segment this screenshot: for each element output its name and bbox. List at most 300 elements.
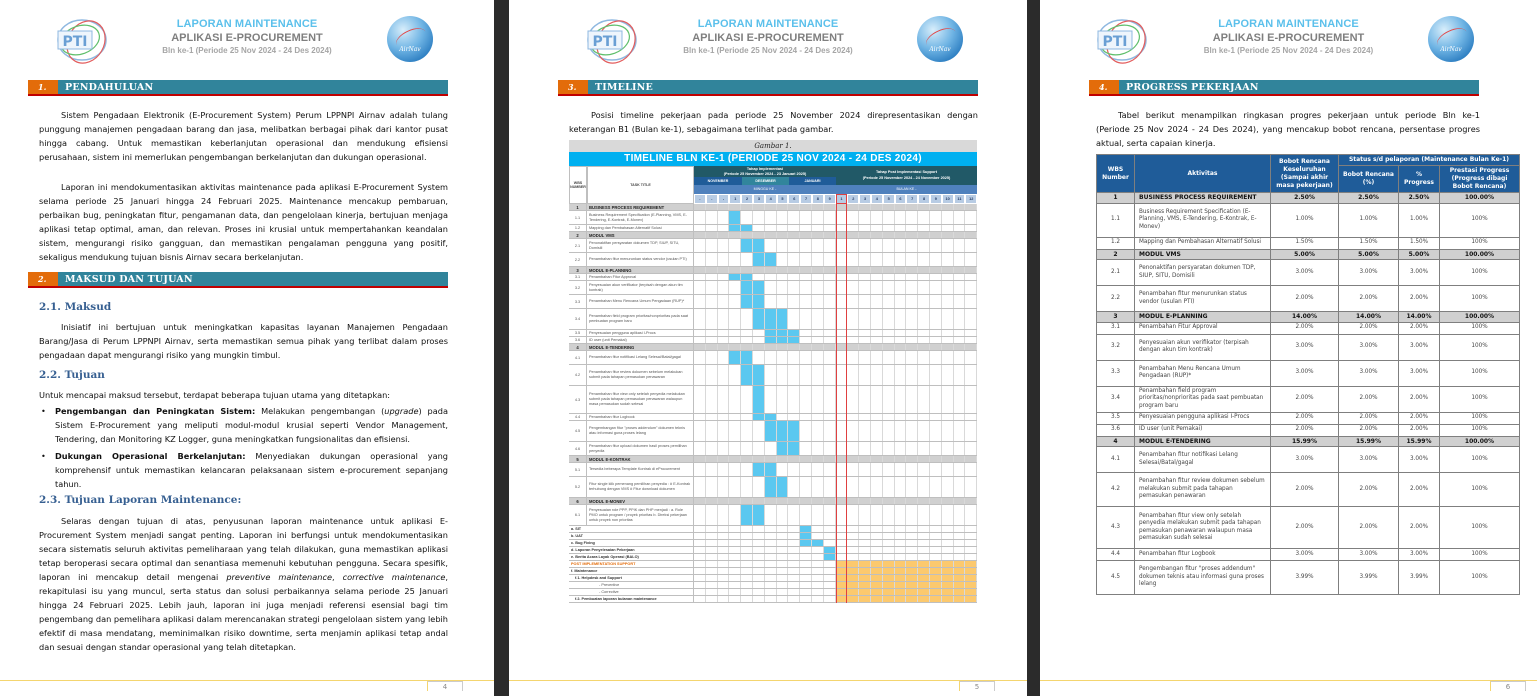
gantt-cell — [824, 456, 836, 462]
gantt-cell — [930, 386, 942, 413]
gantt-cell — [800, 498, 812, 504]
gantt-cell — [753, 337, 765, 343]
cell-wbs: 4.2 — [1097, 473, 1135, 507]
gantt-row — [569, 540, 977, 547]
gantt-cell — [800, 253, 812, 266]
cell-total: 2.00% — [1271, 424, 1339, 436]
document-page-4 — [0, 0, 494, 696]
cell-activity: MODUL VMS — [1135, 249, 1271, 260]
gantt-cell — [812, 309, 824, 329]
gantt-cell — [954, 498, 966, 504]
cell-total: 3.00% — [1271, 549, 1339, 561]
gantt-cell — [729, 554, 741, 560]
gantt-cell — [788, 386, 800, 413]
gantt-cell — [729, 540, 741, 546]
gantt-cell — [800, 589, 812, 595]
cell-bobot: 2.00% — [1339, 507, 1399, 549]
gantt-cell — [859, 463, 871, 476]
table-row — [1097, 436, 1520, 447]
post-support-cell — [906, 568, 918, 574]
gantt-cell — [906, 274, 918, 280]
gantt-cell — [694, 547, 706, 553]
cell-prestasi: 100.00% — [1440, 249, 1520, 260]
cell-activity: Mapping dan Pembahasan Alternatif Solusi — [1135, 237, 1271, 249]
gantt-cell — [871, 281, 883, 294]
gantt-cell — [930, 421, 942, 441]
gantt-cell — [788, 463, 800, 476]
cell-prestasi: 100% — [1440, 203, 1520, 237]
gantt-cell — [883, 365, 895, 385]
gantt-cell — [706, 344, 718, 350]
gantt-cell — [871, 386, 883, 413]
gantt-cell — [706, 561, 718, 567]
post-support-cell — [847, 575, 859, 581]
gantt-task-title: Penambahan fitur upload dokumen hasil proses pemilihan penyedia — [587, 442, 694, 455]
gantt-cell — [942, 309, 954, 329]
cell-total: 2.50% — [1271, 193, 1339, 204]
gantt-cell — [906, 414, 918, 420]
report-period: Bln ke-1 (Periode 25 Nov 2024 - 24 Des 2024) — [683, 46, 853, 55]
gantt-cell — [965, 526, 977, 532]
gantt-cell — [718, 351, 730, 364]
gantt-cell — [918, 533, 930, 539]
gantt-cell — [954, 204, 966, 210]
gantt-cell — [847, 330, 859, 336]
cell-activity: Penambahan field program prioritas/nonprioritas pada saat pembuatan program baru — [1135, 386, 1271, 412]
gantt-cell — [847, 225, 859, 231]
gantt-cell — [741, 554, 753, 560]
gantt-task-title: Penonaktifan persyaratan dokumen TDP, SIUP, SITU, Domisili — [587, 239, 694, 252]
post-support-cell — [918, 568, 930, 574]
cell-prestasi: 100% — [1440, 322, 1520, 334]
gantt-cell — [824, 225, 836, 231]
post-support-cell — [918, 589, 930, 595]
col-wbs-header: WBS NUMBER — [569, 166, 587, 204]
gantt-cell — [930, 505, 942, 525]
table-row — [1097, 447, 1520, 473]
gantt-cell — [859, 456, 871, 462]
month-column-header: 5 — [883, 194, 895, 204]
gantt-cell — [965, 477, 977, 497]
list-item: • Pengembangan dan Peningkatan Sistem: Melakukan pengembangan (upgrade) pada Sistem E-Procurement yang meliputi modul-modul krusial seperti Vendor Management, Tendering, dan Monitoring KZ Logger, guna meningkatkan fungsionalitas dan efisiensi. — [39, 404, 448, 446]
cell-activity: Penambahan Fitur Approval — [1135, 322, 1271, 334]
gantt-cell — [777, 351, 789, 364]
cell-total: 3.00% — [1271, 360, 1339, 386]
gantt-wbs: 5 — [569, 456, 587, 462]
gantt-cell — [883, 463, 895, 476]
gantt-cell — [718, 253, 730, 266]
post-support-cell — [883, 561, 895, 567]
table-row — [1097, 360, 1520, 386]
cell-bobot: 15.99% — [1339, 436, 1399, 447]
gantt-cell — [895, 463, 907, 476]
gantt-cell — [741, 540, 753, 546]
gantt-cell — [706, 596, 718, 602]
gantt-cell — [694, 505, 706, 525]
gantt-cell — [930, 540, 942, 546]
gantt-cell — [741, 596, 753, 602]
gantt-row — [569, 295, 977, 309]
table-row — [1097, 412, 1520, 424]
gantt-cell — [836, 477, 848, 497]
gantt-cell — [883, 204, 895, 210]
post-support-cell — [906, 589, 918, 595]
gantt-cell — [765, 540, 777, 546]
cell-wbs: 4.4 — [1097, 549, 1135, 561]
gantt-cell — [954, 351, 966, 364]
gantt-cell — [729, 526, 741, 532]
gantt-cell — [847, 274, 859, 280]
gantt-cell — [824, 351, 836, 364]
gantt-cell — [753, 456, 765, 462]
cell-progress: 15.99% — [1399, 436, 1440, 447]
gantt-cell — [942, 253, 954, 266]
gantt-task-title: Penyesuaian pengguna aplikasi I-Procs — [587, 330, 694, 336]
gantt-cell — [954, 309, 966, 329]
gantt-bar — [729, 351, 741, 364]
gantt-bar — [788, 442, 800, 455]
gantt-task-title: Tersedia beberapa Template Kontrak di eProcurement — [587, 463, 694, 476]
gantt-cell — [753, 442, 765, 455]
gantt-bar — [753, 505, 765, 525]
gantt-cell — [871, 232, 883, 238]
gantt-task-title: MODUL E-MONEV — [587, 498, 694, 504]
gantt-cell — [965, 547, 977, 553]
gantt-cell — [718, 561, 730, 567]
gantt-cell — [930, 533, 942, 539]
gantt-cell — [847, 547, 859, 553]
gantt-cell — [729, 442, 741, 455]
gantt-cell — [800, 211, 812, 224]
gantt-cell — [954, 540, 966, 546]
gantt-cell — [859, 547, 871, 553]
cell-total: 1.00% — [1271, 203, 1339, 237]
post-support-cell — [954, 568, 966, 574]
cell-wbs: 4 — [1097, 436, 1135, 447]
gantt-cell — [800, 561, 812, 567]
post-support-cell — [836, 568, 848, 574]
gantt-cell — [918, 239, 930, 252]
gantt-cell — [942, 344, 954, 350]
gantt-cell — [836, 274, 848, 280]
gantt-cell — [954, 547, 966, 553]
gantt-cell — [694, 337, 706, 343]
month-november: NOVEMBER — [694, 177, 742, 185]
gantt-cell — [942, 365, 954, 385]
gantt-cell — [942, 267, 954, 273]
cell-prestasi: 100% — [1440, 561, 1520, 595]
th-status-group: Status s/d pelaporan (Maintenance Bulan Ke-1) — [1339, 155, 1520, 166]
gantt-cell — [741, 463, 753, 476]
gantt-cell — [942, 239, 954, 252]
gantt-cell — [729, 309, 741, 329]
gantt-cell — [847, 211, 859, 224]
gantt-cell — [788, 498, 800, 504]
gantt-cell — [800, 337, 812, 343]
gantt-cell — [824, 309, 836, 329]
gantt-cell — [812, 253, 824, 266]
gantt-cell — [954, 232, 966, 238]
gantt-bar — [765, 309, 777, 329]
gantt-cell — [942, 232, 954, 238]
th-progress: % Progress — [1399, 166, 1440, 193]
section-header-progress: 4. PROGRESS PEKERJAAN — [1089, 80, 1479, 96]
cell-wbs: 3 — [1097, 312, 1135, 323]
gantt-cell — [694, 295, 706, 308]
airnav-logo: AirNav — [387, 16, 433, 62]
gantt-row — [569, 498, 977, 505]
gantt-wbs: 4.5 — [569, 421, 587, 441]
gantt-cell — [706, 309, 718, 329]
gantt-cell — [812, 561, 824, 567]
table-row — [1097, 507, 1520, 549]
gantt-cell — [788, 575, 800, 581]
gantt-cell — [777, 253, 789, 266]
gantt-wbs: 5.1 — [569, 463, 587, 476]
gantt-bar — [753, 414, 765, 420]
post-support-cell — [871, 596, 883, 602]
cell-bobot: 1.00% — [1339, 203, 1399, 237]
gantt-cell — [883, 505, 895, 525]
gantt-cell — [883, 414, 895, 420]
gantt-cell — [729, 498, 741, 504]
gantt-cell — [871, 274, 883, 280]
gantt-cell — [741, 533, 753, 539]
cell-total: 15.99% — [1271, 436, 1339, 447]
gantt-cell — [777, 274, 789, 280]
gantt-cell — [788, 568, 800, 574]
gantt-cell — [895, 365, 907, 385]
gantt-bar — [777, 421, 789, 441]
gantt-cell — [765, 267, 777, 273]
cell-prestasi: 100% — [1440, 473, 1520, 507]
gantt-cell — [883, 554, 895, 560]
gantt-cell — [824, 281, 836, 294]
post-support-cell — [847, 589, 859, 595]
gantt-cell — [753, 211, 765, 224]
gantt-cell — [847, 295, 859, 308]
gantt-wbs: 3 — [569, 267, 587, 273]
report-subtitle: APLIKASI E-PROCUREMENT — [1212, 32, 1365, 44]
gantt-cell — [965, 442, 977, 455]
report-period: Bln ke-1 (Periode 25 Nov 2024 - 24 Des 2024) — [162, 46, 332, 55]
gantt-cell — [694, 582, 706, 588]
gantt-cell — [718, 281, 730, 294]
gantt-cell — [729, 365, 741, 385]
gantt-cell — [942, 414, 954, 420]
gantt-cell — [883, 540, 895, 546]
cell-progress: 1.50% — [1399, 237, 1440, 249]
gantt-cell — [753, 582, 765, 588]
gantt-bar — [788, 421, 800, 441]
gantt-cell — [765, 386, 777, 413]
gantt-cell — [824, 540, 836, 546]
gantt-cell — [765, 365, 777, 385]
post-support-cell — [883, 575, 895, 581]
gantt-cell — [765, 596, 777, 602]
gantt-cell — [906, 351, 918, 364]
gantt-cell — [954, 253, 966, 266]
gantt-cell — [859, 442, 871, 455]
gantt-cell — [847, 456, 859, 462]
report-subtitle: APLIKASI E-PROCUREMENT — [171, 32, 323, 44]
gantt-cell — [741, 204, 753, 210]
gantt-cell — [895, 505, 907, 525]
gantt-cell — [706, 554, 718, 560]
gantt-cell — [824, 295, 836, 308]
gantt-task-title: Pengembangan fitur "proses addendum" dokumen teknis atau informasi guna proses lelang — [587, 421, 694, 441]
gantt-cell — [847, 281, 859, 294]
post-support-cell — [871, 575, 883, 581]
gantt-cell — [729, 337, 741, 343]
gantt-wbs: 4.4 — [569, 414, 587, 420]
gantt-task-title: Penambahan fitur menurunkan status vendor (usulan PTI) — [587, 253, 694, 266]
gantt-cell — [883, 267, 895, 273]
gantt-cell — [930, 309, 942, 329]
gantt-cell — [918, 253, 930, 266]
gantt-cell — [965, 351, 977, 364]
cell-prestasi: 100% — [1440, 334, 1520, 360]
post-support-cell — [883, 596, 895, 602]
cell-wbs: 3.5 — [1097, 412, 1135, 424]
gantt-cell — [788, 589, 800, 595]
gantt-wbs: 2.1 — [569, 239, 587, 252]
cell-prestasi: 100% — [1440, 507, 1520, 549]
gantt-cell — [942, 211, 954, 224]
gantt-bar — [729, 274, 741, 280]
gantt-cell — [871, 204, 883, 210]
gantt-task-title: Business Requirement Specification (E-Planning, VMS, E-Tendering, E-Kontrak, E-Monev) — [587, 211, 694, 224]
gantt-cell — [741, 253, 753, 266]
gantt-cell — [965, 456, 977, 462]
gantt-cell — [788, 204, 800, 210]
gantt-cell — [930, 239, 942, 252]
gantt-cell — [812, 386, 824, 413]
post-support-cell — [954, 575, 966, 581]
gantt-cell — [954, 386, 966, 413]
gantt-cell — [788, 526, 800, 532]
gantt-cell — [836, 337, 848, 343]
gantt-row — [569, 351, 977, 365]
month-column-header: 6 — [895, 194, 907, 204]
gantt-cell — [765, 589, 777, 595]
svg-text:PTI: PTI — [1102, 34, 1128, 50]
post-support-cell — [847, 561, 859, 567]
gantt-cell — [859, 533, 871, 539]
gantt-cell — [800, 414, 812, 420]
cell-total: 2.00% — [1271, 286, 1339, 312]
gantt-cell — [895, 386, 907, 413]
gantt-wbs: 3.4 — [569, 309, 587, 329]
gantt-cell — [930, 204, 942, 210]
gantt-cell — [895, 274, 907, 280]
gantt-cell — [883, 351, 895, 364]
paragraph-tujuan: Untuk mencapai maksud tersebut, terdapat beberapa tujuan utama yang ditetapkan: — [39, 390, 391, 400]
cell-total: 1.50% — [1271, 237, 1339, 249]
cell-prestasi: 100% — [1440, 447, 1520, 473]
gantt-cell — [706, 477, 718, 497]
page-header — [1040, 8, 1537, 68]
cell-progress: 3.00% — [1399, 549, 1440, 561]
gantt-cell — [871, 330, 883, 336]
gantt-cell — [930, 232, 942, 238]
gantt-cell — [930, 414, 942, 420]
gantt-cell — [777, 533, 789, 539]
gantt-cell — [942, 498, 954, 504]
post-support-cell — [883, 582, 895, 588]
gantt-cell — [859, 498, 871, 504]
gantt-cell — [847, 253, 859, 266]
gantt-cell — [895, 533, 907, 539]
gantt-cell — [706, 295, 718, 308]
gantt-cell — [729, 589, 741, 595]
gantt-cell — [824, 596, 836, 602]
gantt-cell — [930, 211, 942, 224]
gantt-cell — [800, 421, 812, 441]
cell-prestasi: 100.00% — [1440, 436, 1520, 447]
gantt-cell — [694, 204, 706, 210]
gantt-cell — [930, 365, 942, 385]
gantt-cell — [906, 442, 918, 455]
gantt-task-title: - Preventive — [569, 582, 694, 588]
gantt-cell — [777, 456, 789, 462]
month-column-header: 10 — [942, 194, 954, 204]
gantt-cell — [788, 351, 800, 364]
post-support-cell — [954, 561, 966, 567]
report-title: LAPORAN MAINTENANCE — [176, 18, 318, 30]
gantt-cell — [729, 561, 741, 567]
gantt-cell — [812, 547, 824, 553]
gantt-cell — [718, 582, 730, 588]
gantt-cell — [800, 582, 812, 588]
gantt-cell — [883, 239, 895, 252]
gantt-cell — [918, 274, 930, 280]
gantt-cell — [965, 337, 977, 343]
gantt-cell — [906, 344, 918, 350]
gantt-cell — [965, 365, 977, 385]
gantt-cell — [824, 365, 836, 385]
gantt-cell — [765, 547, 777, 553]
gantt-cell — [812, 351, 824, 364]
gantt-cell — [906, 498, 918, 504]
gantt-cell — [729, 330, 741, 336]
gantt-wbs: 4.3 — [569, 386, 587, 413]
gantt-cell — [777, 386, 789, 413]
gantt-cell — [965, 232, 977, 238]
gantt-cell — [836, 253, 848, 266]
gantt-cell — [706, 526, 718, 532]
cell-activity: Penyesuaian akun verifikator (terpisah dengan akun tim kontrak) — [1135, 334, 1271, 360]
gantt-cell — [965, 281, 977, 294]
gantt-bar — [800, 526, 812, 532]
gantt-cell — [706, 204, 718, 210]
cell-total: 3.00% — [1271, 334, 1339, 360]
post-support-cell — [836, 589, 848, 595]
gantt-cell — [777, 547, 789, 553]
report-title: LAPORAN MAINTENANCE — [1218, 18, 1359, 30]
gantt-cell — [906, 281, 918, 294]
post-support-cell — [859, 582, 871, 588]
gantt-row — [569, 533, 977, 540]
cell-prestasi: 100% — [1440, 412, 1520, 424]
gantt-cell — [942, 442, 954, 455]
gantt-cell — [753, 267, 765, 273]
post-support-cell — [965, 575, 977, 581]
gantt-cell — [836, 351, 848, 364]
gantt-cell — [729, 239, 741, 252]
gantt-cell — [729, 547, 741, 553]
gantt-cell — [836, 309, 848, 329]
